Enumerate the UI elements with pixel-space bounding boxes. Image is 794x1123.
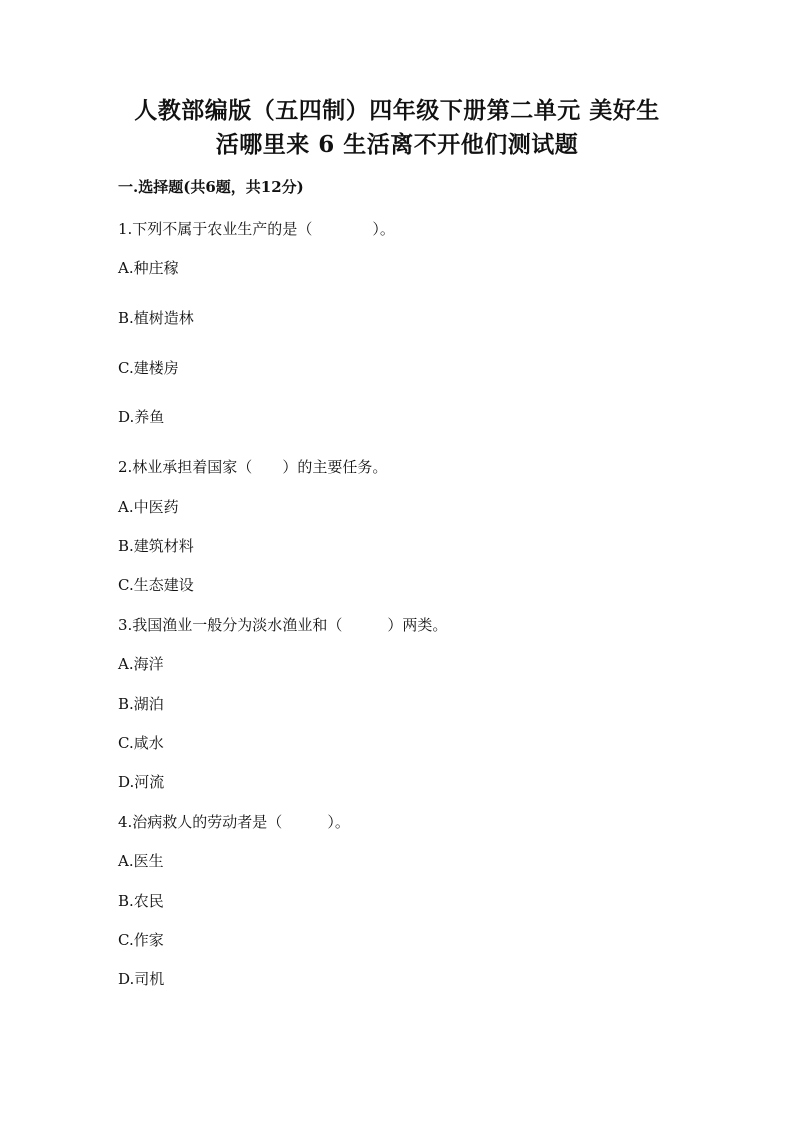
question-3-stem: 3.我国渔业一般分为淡水渔业和（ ）两类。 — [118, 616, 448, 634]
question-1-stem: 1.下列不属于农业生产的是（ ）。 — [118, 220, 395, 238]
question-1-option-c: C.建楼房 — [118, 359, 179, 377]
question-4-option-c: C.作家 — [118, 931, 164, 949]
question-2-option-a: A.中医药 — [118, 498, 179, 516]
question-3-option-b: B.湖泊 — [118, 695, 164, 713]
section-heading: 一.选择题(共6题，共12分) — [118, 178, 304, 196]
question-2-option-c: C.生态建设 — [118, 576, 194, 594]
question-4-stem: 4.治病救人的劳动者是（ ）。 — [118, 813, 350, 831]
question-2-option-b: B.建筑材料 — [118, 537, 194, 555]
question-1-option-d: D.养鱼 — [118, 408, 165, 426]
question-3-option-a: A.海洋 — [118, 655, 164, 673]
question-4-option-a: A.医生 — [118, 852, 164, 870]
question-3-option-d: D.河流 — [118, 773, 165, 791]
question-1-option-a: A.种庄稼 — [118, 259, 179, 277]
document-title-line-1: 人教部编版（五四制）四年级下册第二单元 美好生 — [134, 97, 660, 124]
question-4-option-d: D.司机 — [118, 970, 165, 988]
question-4-option-b: B.农民 — [118, 892, 164, 910]
question-1-option-b: B.植树造林 — [118, 309, 194, 327]
document-title-line-2: 活哪里来 6 生活离不开他们测试题 — [215, 131, 579, 158]
question-3-option-c: C.咸水 — [118, 734, 164, 752]
question-2-stem: 2.林业承担着国家（ ）的主要任务。 — [118, 458, 388, 476]
